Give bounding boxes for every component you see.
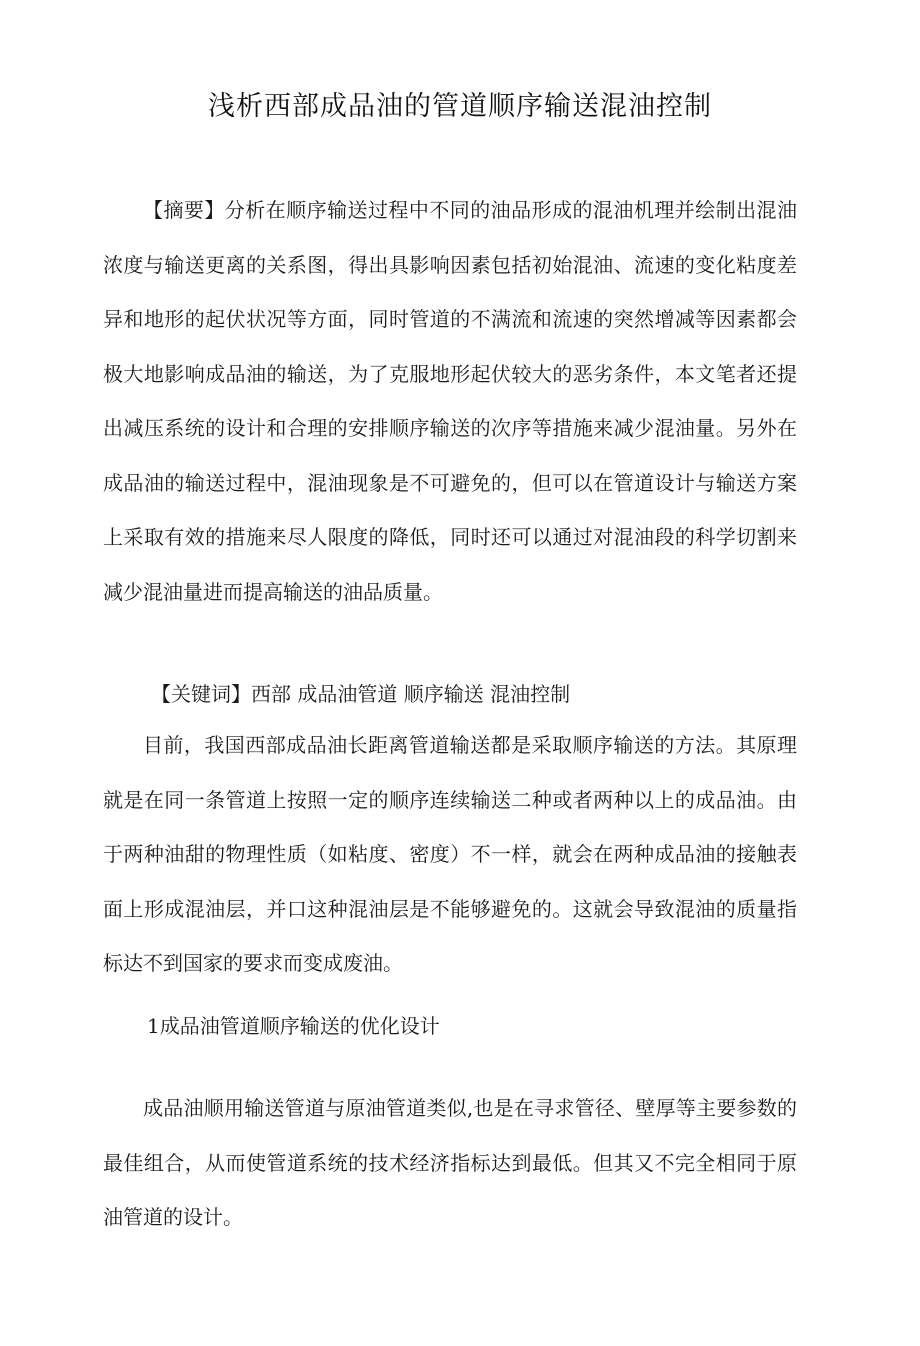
section-heading: 1成品油管道顺序输送的优化设计 xyxy=(147,1014,440,1038)
abstract-paragraph: 【摘要】分析在顺序输送过程中不同的油品形成的混油机理并绘制出混油浓度与输送更离的关系图，得出具影响因素包括初始混油、流速的变化粘度差异和地形的起伏状况等方面，同时管道的不满流和流速的突然增减等因素都会极大地影响成品油的输送，为了克服地形起伏较大的恶劣条件，本文笔者还提出减压系统的设计和合理的安排顺序输送的次序等措施来减少混油量。另外在成品油的输送过程中，混油现象是不可避免的，但可以在管道设计与输送方案上采取有效的措施来尽人限度的降低，同时还可以通过对混油段的科学切割来减少混油量进而提高输送的油品质量。 xyxy=(103,198,797,604)
keywords-line: 【关键词】西部 成品油管道 顺序输送 混油控制 xyxy=(151,682,571,706)
section-body-paragraph: 成品油顺用输送管道与原油管道类似,也是在寻求管径、壁厚等主要参数的最佳组合，从而使管道系统的技术经济指标达到最低。但其又不完全相同于原油管道的设计。 xyxy=(103,1096,797,1229)
document-title: 浅析西部成品油的管道顺序输送混油控制 xyxy=(208,91,712,122)
intro-paragraph: 目前，我国西部成品油长距离管道输送都是采取顺序输送的方法。其原理就是在同一条管道上按照一定的顺序连续输送二种或者两种以上的成品油。由于两种油甜的物理性质（如粘度、密度）不一样，就会在两种成品油的接触表面上形成混油层，并口这种混油层是不能够避免的。这就会导致混油的质量指标达不到国家的要求而变成废油。 xyxy=(103,733,797,975)
